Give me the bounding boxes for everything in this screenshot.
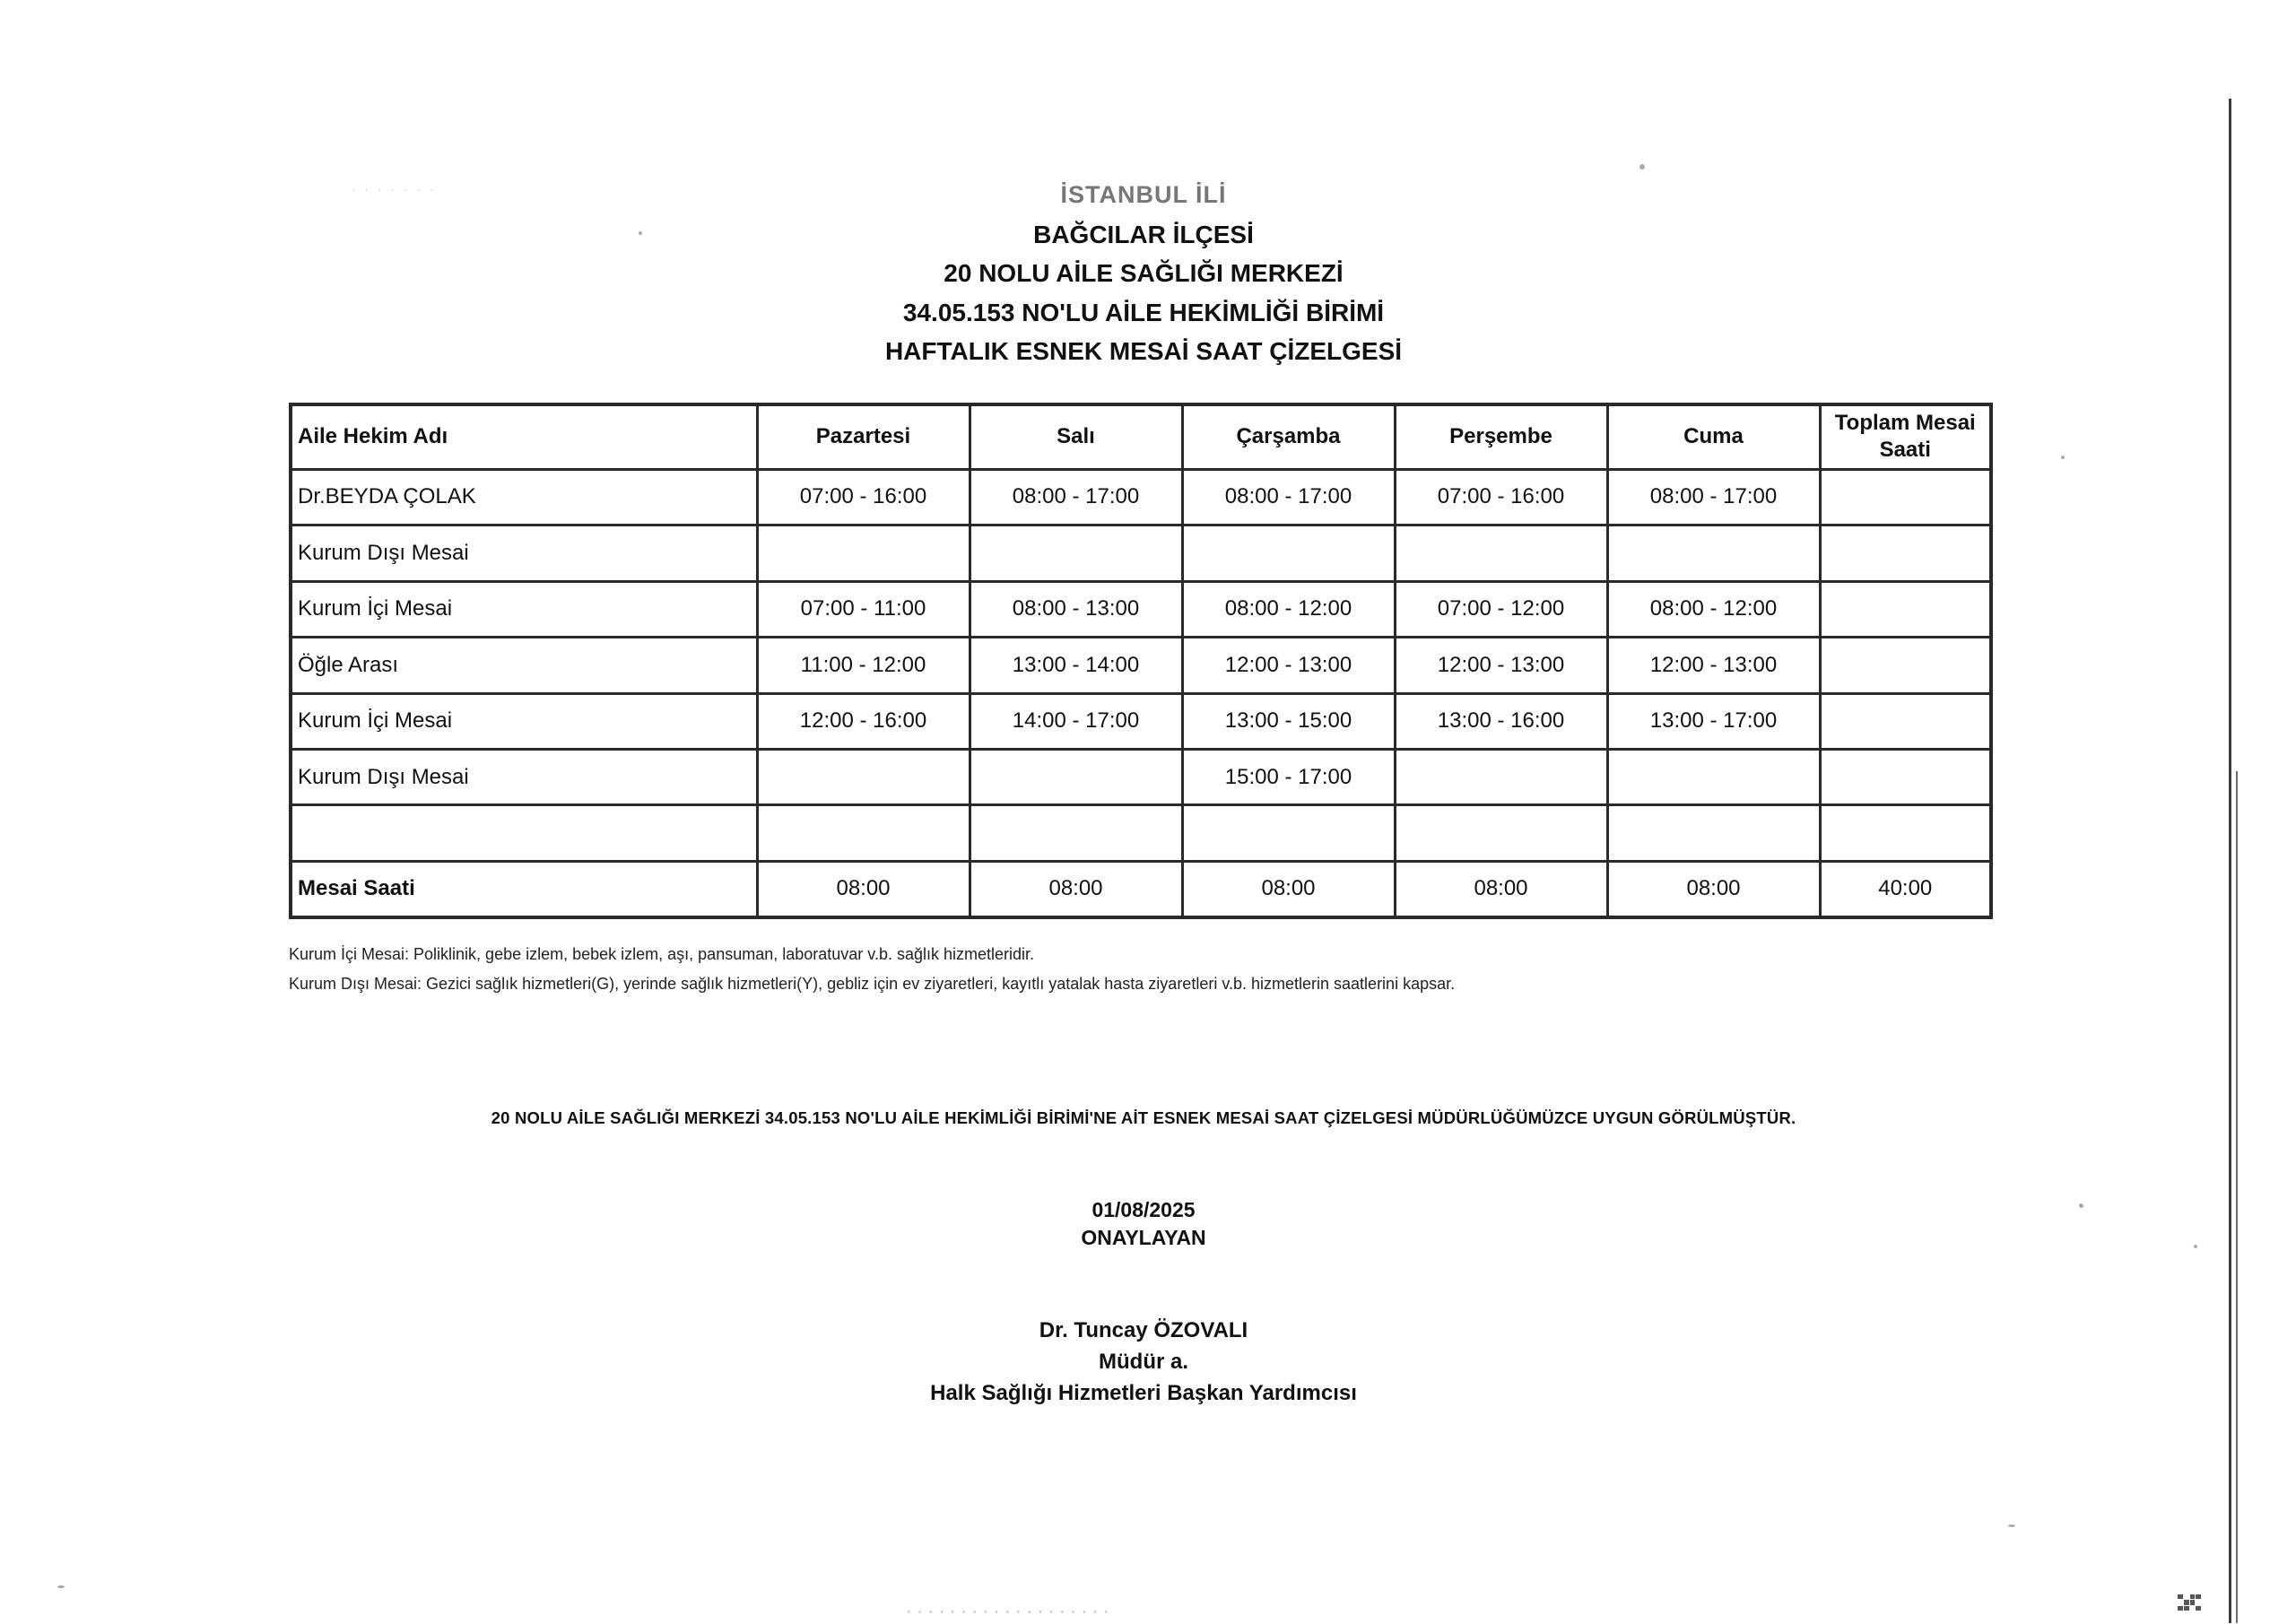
table-cell: 07:00 - 12:00	[1395, 581, 1607, 637]
table-cell	[1395, 525, 1607, 581]
row-label: Dr.BEYDA ÇOLAK	[291, 469, 757, 525]
table-cell: 12:00 - 16:00	[757, 693, 970, 749]
header-tuesday: Salı	[970, 404, 1182, 469]
header-province: İSTANBUL İLİ	[1060, 181, 1227, 208]
header-schedule-title: HAFTALIK ESNEK MESAİ SAAT ÇİZELGESİ	[884, 337, 1403, 365]
footer-cell: 08:00	[1182, 861, 1395, 917]
table-cell	[1607, 805, 1820, 861]
note-internal-hours: Kurum İçi Mesai: Poliklinik, gebe izlem, bebek izlem, aşı, pansuman, laboratuvar v.b. sağlık hizmetleridir.	[289, 945, 1035, 963]
qr-code-icon	[2178, 1594, 2201, 1611]
table-footer-row	[291, 861, 1991, 917]
note-external-hours: Kurum Dışı Mesai: Gezici sağlık hizmetleri(G), yerinde sağlık hizmetleri(Y), gebliz için ev ziyaretleri, kayıtlı yatalak hasta ziyaretleri v.b. hizmetlerin saatlerini kapsar.	[289, 975, 1456, 993]
header-doctor-name: Aile Hekim Adı	[291, 404, 757, 469]
scan-edge-line	[2229, 99, 2231, 1623]
table-cell	[1182, 525, 1395, 581]
table-cell: 13:00 - 14:00	[970, 638, 1182, 693]
approver-title: Müdür a.	[1099, 1350, 1188, 1374]
table-cell: 13:00 - 17:00	[1607, 693, 1820, 749]
signature-block	[807, 1315, 1480, 1409]
scan-speck	[1639, 164, 1645, 169]
footer-cell: 08:00	[757, 861, 970, 917]
table-cell	[970, 805, 1182, 861]
table-row	[291, 525, 1991, 581]
table-cell	[1820, 525, 1991, 581]
footer-label: Mesai Saati	[291, 861, 757, 917]
row-label: Kurum İçi Mesai	[291, 581, 757, 637]
table-cell	[1820, 638, 1991, 693]
row-label: Kurum Dışı Mesai	[291, 749, 757, 804]
table-cell	[757, 749, 970, 804]
footer-cell: 08:00	[1607, 861, 1820, 917]
faint-stamp-mark: · · · · · · ·	[352, 182, 437, 196]
header-wednesday: Çarşamba	[1182, 404, 1395, 469]
approver-position: Halk Sağlığı Hizmetleri Başkan Yardımcısı	[930, 1381, 1357, 1405]
table-cell: 12:00 - 13:00	[1182, 638, 1395, 693]
table-cell: 12:00 - 13:00	[1395, 638, 1607, 693]
table-cell	[970, 749, 1182, 804]
approval-date-block	[897, 1196, 1390, 1252]
table-cell	[757, 805, 970, 861]
header-unit: 34.05.153 NO'LU AİLE HEKİMLİĞİ BİRİMİ	[902, 298, 1385, 326]
scan-speck	[2061, 456, 2065, 459]
document-header	[628, 176, 1659, 371]
table-cell	[1820, 581, 1991, 637]
table-cell: 07:00 - 16:00	[1395, 469, 1607, 525]
table-cell: 08:00 - 12:00	[1182, 581, 1395, 637]
table-row	[291, 693, 1991, 749]
table-cell: 11:00 - 12:00	[757, 638, 970, 693]
footer-cell: 08:00	[1395, 861, 1607, 917]
header-thursday: Perşembe	[1395, 404, 1607, 469]
table-cell	[1820, 805, 1991, 861]
row-label: Öğle Arası	[291, 638, 757, 693]
footer-cell: 08:00	[970, 861, 1182, 917]
schedule-table	[289, 403, 1993, 919]
header-district: BAĞCILAR İLÇESİ	[1033, 220, 1254, 248]
scan-speck	[639, 231, 642, 235]
approver-label: ONAYLAYAN	[1081, 1226, 1206, 1249]
table-cell	[1820, 749, 1991, 804]
table-cell: 08:00 - 12:00	[1607, 581, 1820, 637]
table-row	[291, 805, 1991, 861]
table-cell	[1395, 805, 1607, 861]
scan-speck	[2008, 1524, 2015, 1527]
scan-edge-line-secondary	[2236, 771, 2238, 1623]
header-friday: Cuma	[1607, 404, 1820, 469]
table-cell: 12:00 - 13:00	[1607, 638, 1820, 693]
header-total-hours: Toplam Mesai Saati	[1820, 404, 1991, 469]
table-cell: 13:00 - 16:00	[1395, 693, 1607, 749]
table-row	[291, 638, 1991, 693]
table-cell: 08:00 - 17:00	[1607, 469, 1820, 525]
approval-date: 01/08/2025	[1091, 1198, 1196, 1221]
footer-faint-text: · · · · · · · · · · · · · · · · · · ·	[906, 1602, 1109, 1621]
table-cell: 08:00 - 17:00	[1182, 469, 1395, 525]
table-cell	[757, 525, 970, 581]
scan-speck	[57, 1585, 65, 1588]
header-health-center: 20 NOLU AİLE SAĞLIĞI MERKEZİ	[944, 259, 1344, 287]
table-row	[291, 749, 1991, 804]
table-cell: 07:00 - 11:00	[757, 581, 970, 637]
table-cell	[1182, 805, 1395, 861]
table-cell: 08:00 - 13:00	[970, 581, 1182, 637]
table-cell	[1607, 749, 1820, 804]
table-cell	[1395, 749, 1607, 804]
table-row	[291, 469, 1991, 525]
table-cell	[1820, 469, 1991, 525]
table-cell: 08:00 - 17:00	[970, 469, 1182, 525]
table-cell: 14:00 - 17:00	[970, 693, 1182, 749]
footer-total-cell: 40:00	[1820, 861, 1991, 917]
row-label: Kurum İçi Mesai	[291, 693, 757, 749]
table-cell: 13:00 - 15:00	[1182, 693, 1395, 749]
header-monday: Pazartesi	[757, 404, 970, 469]
table-cell	[970, 525, 1182, 581]
table-row	[291, 581, 1991, 637]
table-cell: 15:00 - 17:00	[1182, 749, 1395, 804]
row-label	[291, 805, 757, 861]
notes-section	[289, 940, 1903, 999]
table-cell: 07:00 - 16:00	[757, 469, 970, 525]
table-header-row	[291, 404, 1991, 469]
row-label: Kurum Dışı Mesai	[291, 525, 757, 581]
approver-name: Dr. Tuncay ÖZOVALI	[1039, 1318, 1248, 1342]
table-cell	[1607, 525, 1820, 581]
scan-speck	[2079, 1203, 2083, 1208]
table-cell	[1820, 693, 1991, 749]
scan-speck	[2194, 1245, 2197, 1248]
approval-statement: 20 NOLU AİLE SAĞLIĞI MERKEZİ 34.05.153 NO'LU AİLE HEKİMLİĞİ BİRİMİ'NE AİT ESNEK MESAİ SAAT ÇİZELGESİ MÜDÜRLÜĞÜMÜZCE UYGUN GÖRÜLMÜŞTÜR.	[491, 1108, 1796, 1127]
